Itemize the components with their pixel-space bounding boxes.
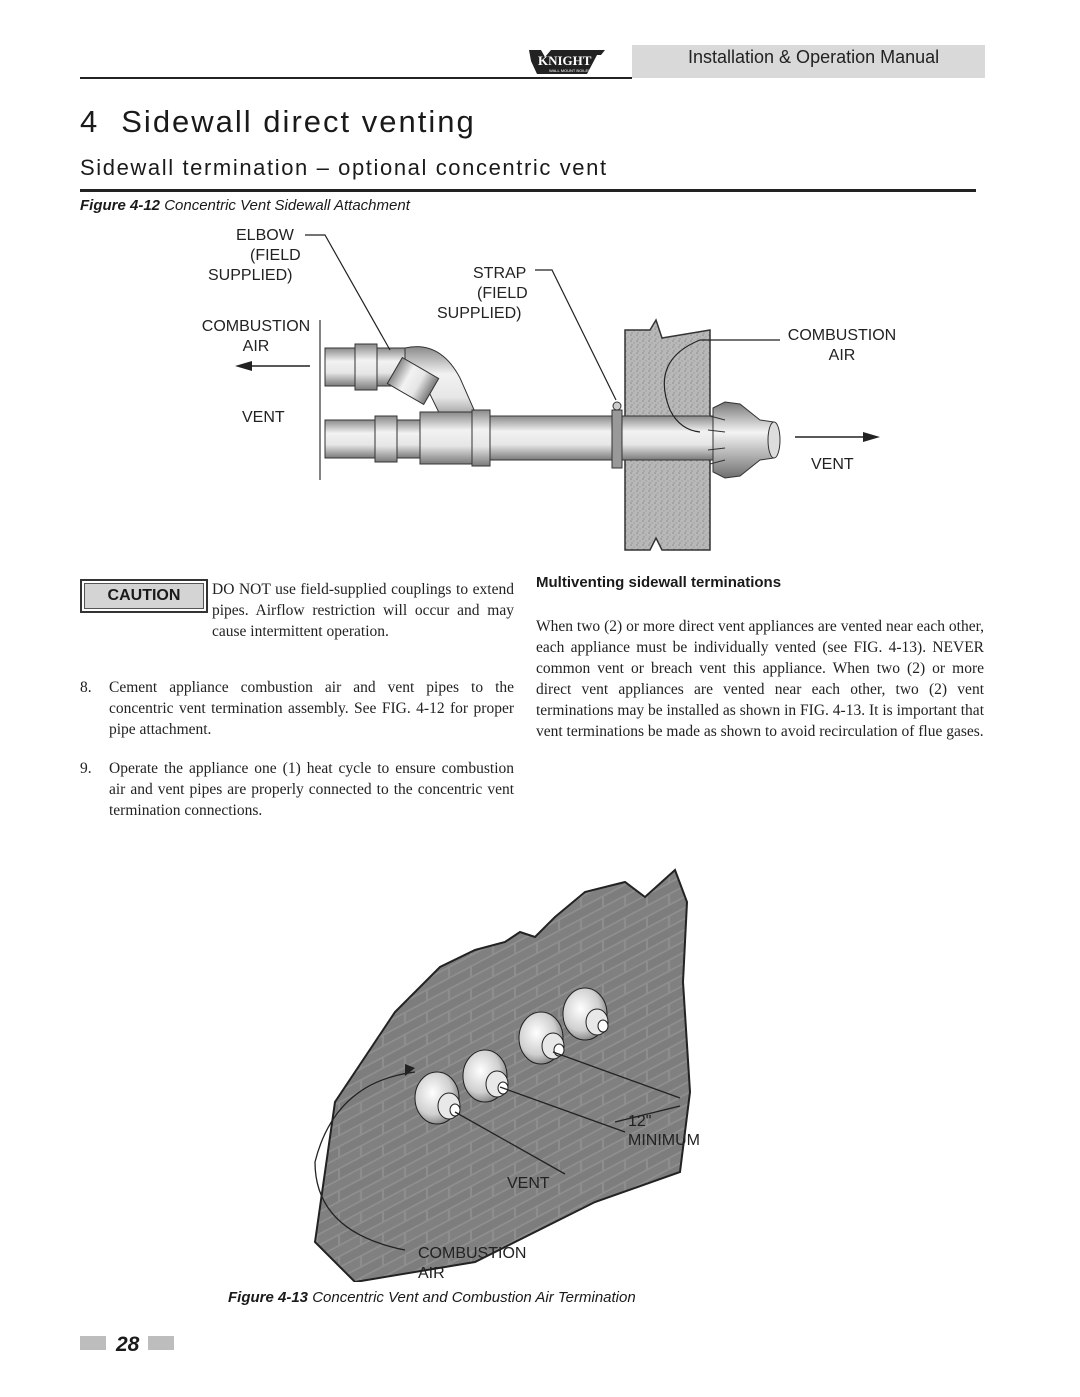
svg-text:KNIGHT: KNIGHT: [538, 53, 592, 68]
page-bar-right: [148, 1336, 174, 1350]
figure-12-title: Concentric Vent Sidewall Attachment: [160, 197, 410, 214]
step-9: [80, 758, 514, 821]
distance-label: 12": [628, 1113, 652, 1130]
caution-text: DO NOT use field-supplied couplings to extend pipes. Airflow restriction will occur and may cause intermittent operation.: [212, 581, 514, 640]
elbow-label: [208, 226, 301, 286]
combustion-air-label: [418, 1244, 526, 1284]
multiventing-heading: Multiventing sidewall terminations: [536, 574, 782, 591]
step-9-number: 9.: [80, 760, 92, 777]
combustion-air-right-line1: COMBUSTION: [787, 327, 897, 344]
page-number: 28: [116, 1333, 140, 1356]
elbow-label-line3: SUPPLIED): [208, 267, 293, 284]
figure-13-caption: [228, 1289, 636, 1306]
section-title: Sidewall termination – optional concentric vent: [80, 155, 608, 180]
header-rule: [80, 77, 632, 79]
figure-13-title: Concentric Vent and Combustion Air Termination: [308, 1289, 636, 1306]
strap-label-line3: SUPPLIED): [437, 305, 522, 322]
chapter-number: 4: [80, 104, 100, 139]
section-rule: [80, 189, 976, 192]
multiventing-body: When two (2) or more direct vent appliances are vented near each other, each appliance must be individually vented (see FIG. 4-13). NEVER common vent or breach vent this appliance. When two (2) or more direct vent appliances are vented near each other, two (2) vent terminations may be installed as shown in FIG. 4-13. It is important that vent terminations be made as shown to avoid recirculation of flue gases.: [536, 618, 984, 740]
combustion-air-line1: COMBUSTION: [418, 1245, 527, 1262]
brick-wall-termination-diagram: [295, 862, 715, 1282]
minimum-label: MINIMUM: [628, 1132, 700, 1149]
step-8-number: 8.: [80, 679, 92, 696]
caution-badge: CAUTION: [80, 579, 208, 613]
vent-label: VENT: [507, 1175, 550, 1192]
step-8: [80, 677, 514, 740]
page-bar-left: [80, 1336, 106, 1350]
strap-label: [437, 264, 537, 324]
combustion-air-right-label: [781, 326, 903, 366]
vent-left-label: VENT: [242, 409, 285, 426]
vent-right-label: VENT: [811, 456, 854, 473]
figure-12-number: Figure 4-12: [80, 197, 161, 214]
combustion-air-left-label: [195, 317, 317, 357]
step-8-text: Cement appliance combustion air and vent pipes to the concentric vent termination assembly. See FIG. 4-12 for proper pipe attachment.: [109, 679, 514, 738]
figure-13-number: Figure 4-13: [228, 1289, 309, 1306]
manual-title: Installation & Operation Manual: [688, 47, 940, 67]
combustion-air-left-line2: AIR: [242, 338, 270, 355]
combustion-air-line2: AIR: [418, 1265, 445, 1282]
step-9-text: Operate the appliance one (1) heat cycle to ensure combustion air and vent pipes are properly connected to the concentric vent termination connections.: [109, 760, 514, 819]
combustion-air-left-line1: COMBUSTION: [201, 318, 311, 335]
strap-label-line1: STRAP: [473, 265, 527, 282]
figure-12-caption: [80, 197, 410, 214]
elbow-label-line1: ELBOW: [236, 227, 294, 244]
strap-label-line2: (FIELD: [477, 285, 528, 302]
chapter-heading: [80, 104, 476, 140]
combustion-air-right-line2: AIR: [828, 347, 856, 364]
chapter-title: Sidewall direct venting: [121, 104, 476, 139]
knight-logo: [527, 47, 609, 77]
svg-text:WALL MOUNT BOILER: WALL MOUNT BOILER: [549, 68, 592, 73]
elbow-label-line2: (FIELD: [250, 247, 301, 264]
